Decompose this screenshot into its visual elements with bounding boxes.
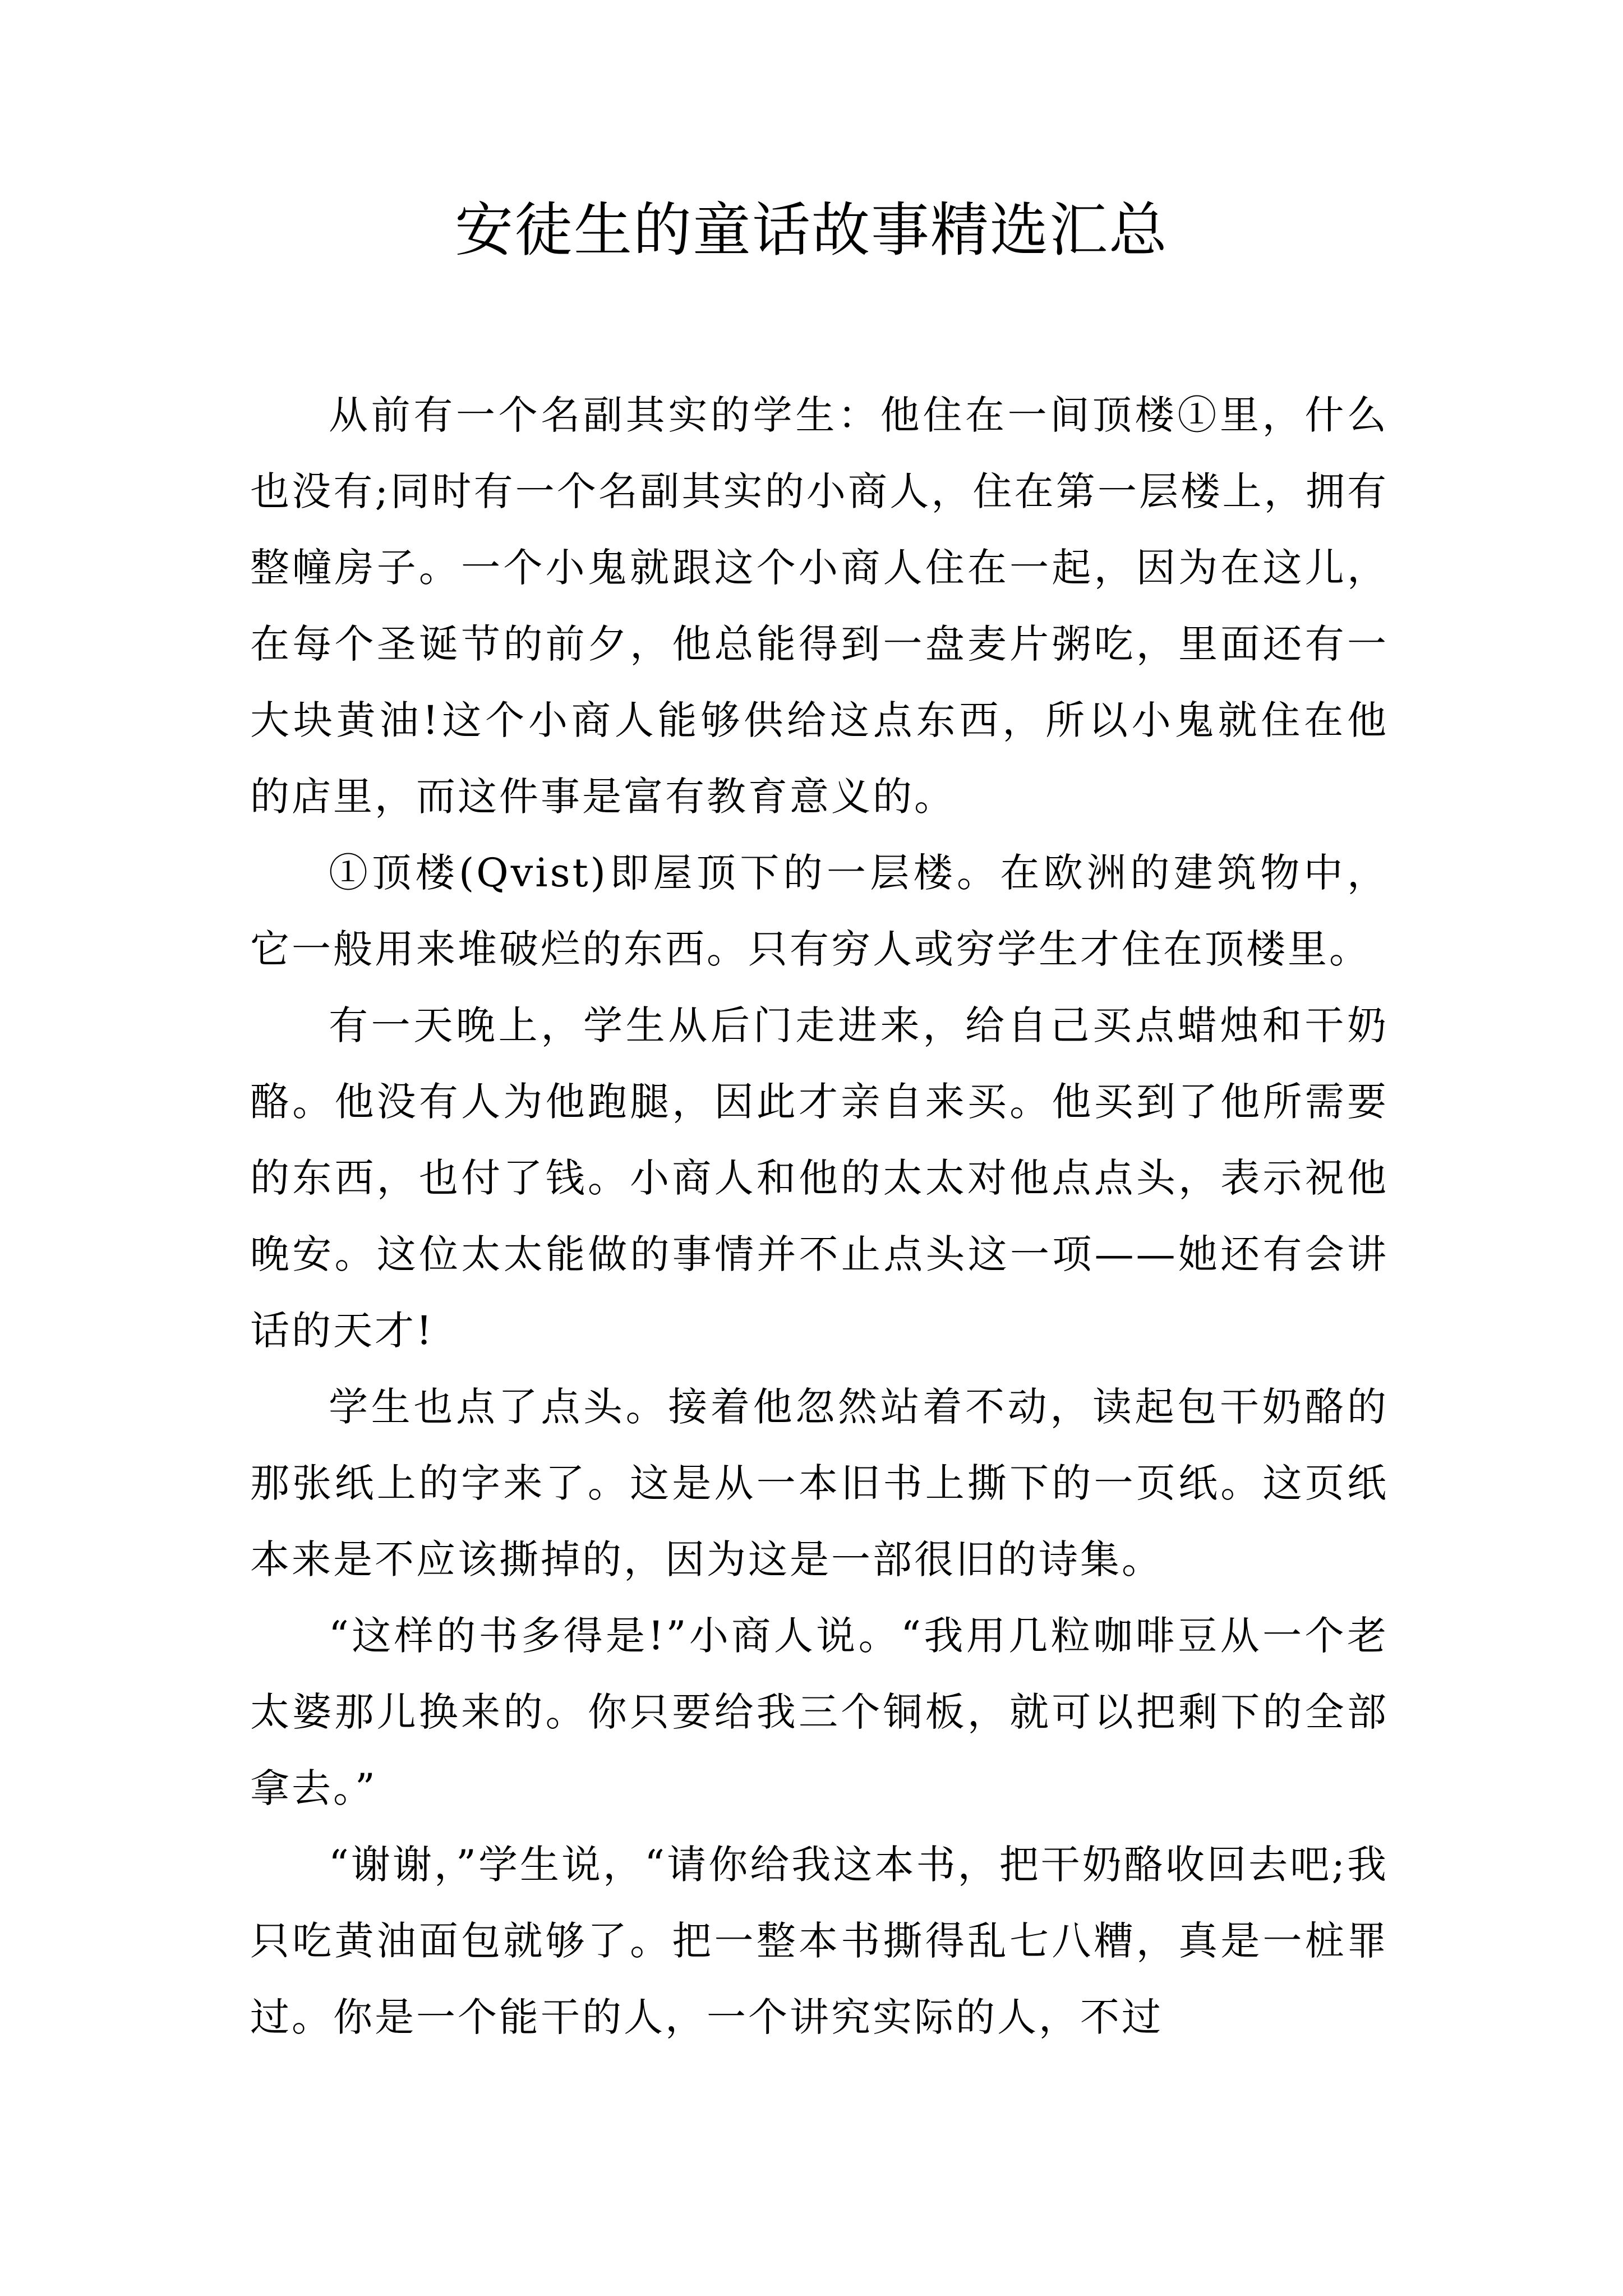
paragraph-6: “谢谢，”学生说，“请你给我这本书，把干奶酪收回去吧;我只吃黄油面包就够了。把一整本书撕得乱七八糟，真是一桩罪过。你是一个能干的人，一个讲究实际的人，不过 [250,1842,1389,2040]
paragraph-3: 有一天晚上，学生从后门走进来，给自己买点蜡烛和干奶酪。他没有人为他跑腿，因此才亲自来买。他买到了他所需要的东西，也付了钱。小商人和他的太太对他点点头，表示祝他晚安。这位太太能做的事情并不止点头这一项——她还有会讲话的天才! [250,1002,1389,1354]
paragraph-2-footnote: ①顶楼(Qvist)即屋顶下的一层楼。在欧洲的建筑物中，它一般用来堆破烂的东西。只有穷人或穷学生才住在顶楼里。 [250,850,1389,972]
document-title: 安徒生的童话故事精选汇总 [454,196,1168,264]
document-body [250,377,1389,2055]
paragraph-4: 学生也点了点头。接着他忽然站着不动，读起包干奶酪的那张纸上的字来了。这是从一本旧书上撕下的一页纸。这页纸本来是不应该撕掉的，因为这是一部很旧的诗集。 [250,1384,1389,1582]
paragraph-1: 从前有一个名副其实的学生：他住在一间顶楼①里，什么也没有;同时有一个名副其实的小商人，住在第一层楼上，拥有整幢房子。一个小鬼就跟这个小商人住在一起，因为在这儿，在每个圣诞节的前夕，他总能得到一盘麦片粥吃，里面还有一大块黄油!这个小商人能够供给这点东西，所以小鬼就住在他的店里，而这件事是富有教育意义的。 [250,392,1389,820]
paragraph-5: “这样的书多得是!”小商人说。“我用几粒咖啡豆从一个老太婆那儿换来的。你只要给我三个铜板，就可以把剩下的全部拿去。” [250,1613,1389,1811]
